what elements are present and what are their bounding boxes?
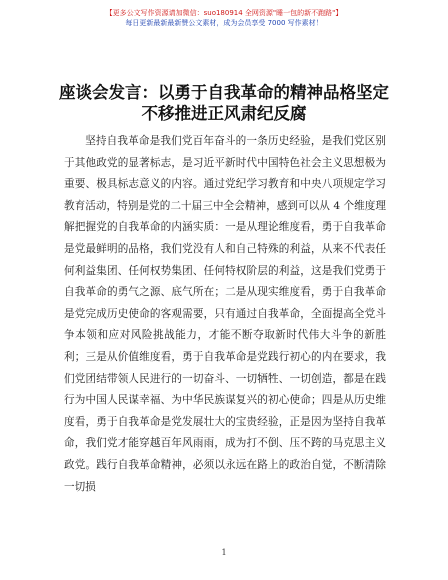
promo-banner-line-2: 每日更新最新最新赞公文素材，成为会员享受 7000 写作素材！ [125, 19, 323, 27]
body-paragraph: 坚持自我革命是我们党百年奋斗的一条历史经验，是我们党区别于其他政党的显著标志，是习近平新时代中国特色社会主义思想极为重要、极具标志意义的内容。通过党纪学习教育和中央八项规定学习教育活动，特别是党的二十届三中全会精神，感到可以从 4 个维度理解把握党的自我革命的内涵实质：一是从理论维度看，勇于自我革命是党最鲜明的品格，我们党没有人和自己特殊的利益，从来不代表任何利益集团、任何权势集团、任何特权阶层的利益，这是我们党勇于自我革命的勇气之源、底气所在；二是从现实维度看，勇于自我革命是党完成历史使命的客观需要，只有通过自我革命，全面提高全党斗争本领和应对风险挑战能力，才能不断夺取新时代伟大斗争的新胜利；三是从价值维度看，勇于自我革命是党践行初心的内在要求，我们党团结带领人民进行的一切奋斗、一切牺牲、一切创造，都是在践行为中国人民谋幸福、为中华民族谋复兴的初心使命；四是从历史维度看，勇于自我革命是党发展壮大的宝贵经验，正是因为坚持自我革命，我们党才能穿越百年风雨雨，成为打不倒、压不跨的马克思主义政党。践行自我革命精神，必须以永远在路上的政治自觉，不断清除一切损 [64, 135, 386, 493]
document-body [64, 131, 386, 498]
page-number: 1 [221, 548, 227, 557]
title-line-1: 座谈会发言：以勇于自我革命的精神品格坚定 [59, 83, 389, 102]
title-line-2: 不移推进正风肃纪反腐 [141, 104, 307, 123]
promo-banner-line-1: 【更多公文写作资源请加微信：suo180914 全网资源"睡一包的新不跑路"】 [105, 9, 343, 17]
promo-banner [0, 8, 448, 28]
document-title [0, 82, 448, 124]
